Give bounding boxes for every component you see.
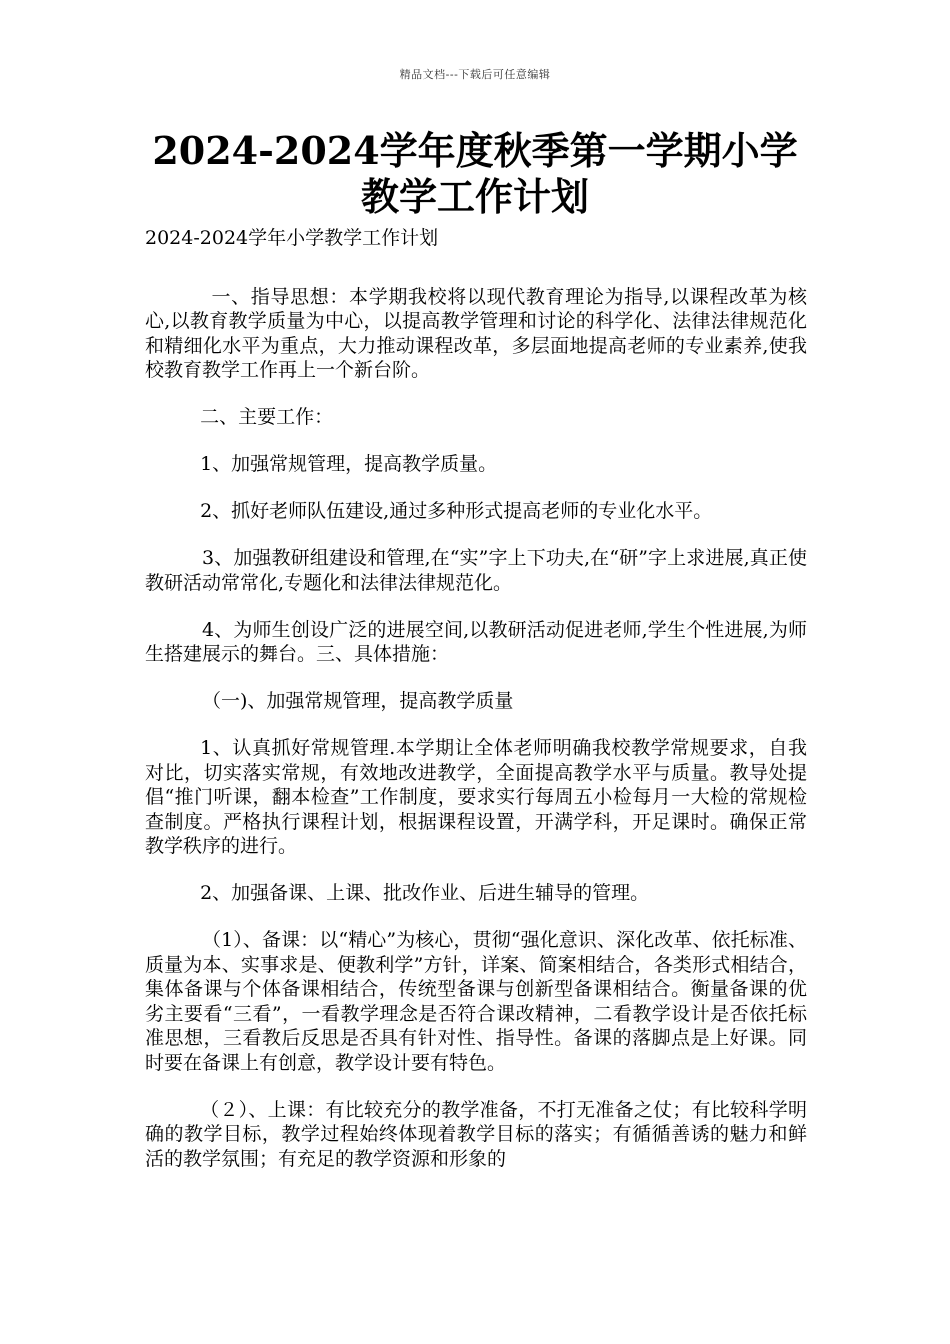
paragraph: （２）、上课：有比较充分的教学准备，不打无准备之仗；有比较科学明确的教学目标，教学过程始终体现着教学目标的落实；有循循善诱的魅力和鲜活的教学氛围；有充足的教学资源和形象的: [145, 1098, 807, 1170]
document-title: 2024-2024学年度秋季第一学期小学教学工作计划: [152, 128, 798, 219]
paragraph: 1、加强常规管理，提高教学质量。: [200, 453, 498, 475]
paragraph-list: [145, 285, 807, 1172]
paragraph: 2、抓好老师队伍建设,通过多种形式提高老师的专业化水平。: [200, 500, 713, 522]
paragraph: 2、加强备课、上课、批改作业、后进生辅导的管理。: [200, 882, 650, 904]
paragraph: （1）、备课：以“精心”为核心，贯彻“强化意识、深化改革、依托标准、质量为本、实事求是、便教利学”方针，详案、简案相结合，各类形式相结合，集体备课与个体备课相结合，传统型备课与创新型备课相结合。衡量备课的优劣主要看“三看”，一看教学理念是否符合课改精神，二看教学设计是否依托标准思想，三看教后反思是否具有针对性、指导性。备课的落脚点是上好课。同时要在备课上有创意，教学设计要有特色。: [145, 929, 807, 1074]
paragraph: 3、加强教研组建设和管理,在“实”字上下功夫,在“研”字上求进展,真正使教研活动常常化,专题化和法律法律规范化。: [145, 547, 807, 594]
paragraph: （一)、加强常规管理，提高教学质量: [202, 690, 514, 712]
document-body: [145, 226, 807, 1194]
paragraph: 4、为师生创设广泛的进展空间,以教研活动促进老师,学生个性进展,为师生搭建展示的舞台。三、具体措施：: [145, 618, 807, 665]
paragraph: 二、主要工作：: [200, 406, 334, 428]
header-note: 精品文档---下载后可任意编辑: [399, 68, 551, 81]
paragraph: 1、认真抓好常规管理.本学期让全体老师明确我校教学常规要求，自我对比，切实落实常规，有效地改进教学，全面提高教学水平与质量。教导处提倡“推门听课，翻本检查”工作制度，要求实行每周五小检每月一大检的常规检查制度。严格执行课程计划，根据课程设置，开满学科，开足课时。确保正常教学秩序的进行。: [145, 737, 807, 857]
document-subtitle: 2024-2024学年小学教学工作计划: [145, 227, 439, 249]
paragraph: 一、指导思想：本学期我校将以现代教育理论为指导,以课程改革为核心,以教育教学质量为中心，以提高教学管理和讨论的科学化、法律法律规范化和精细化水平为重点，大力推动课程改革，多层面地提高老师的专业素养,使我校教育教学工作再上一个新台阶。: [145, 285, 807, 381]
